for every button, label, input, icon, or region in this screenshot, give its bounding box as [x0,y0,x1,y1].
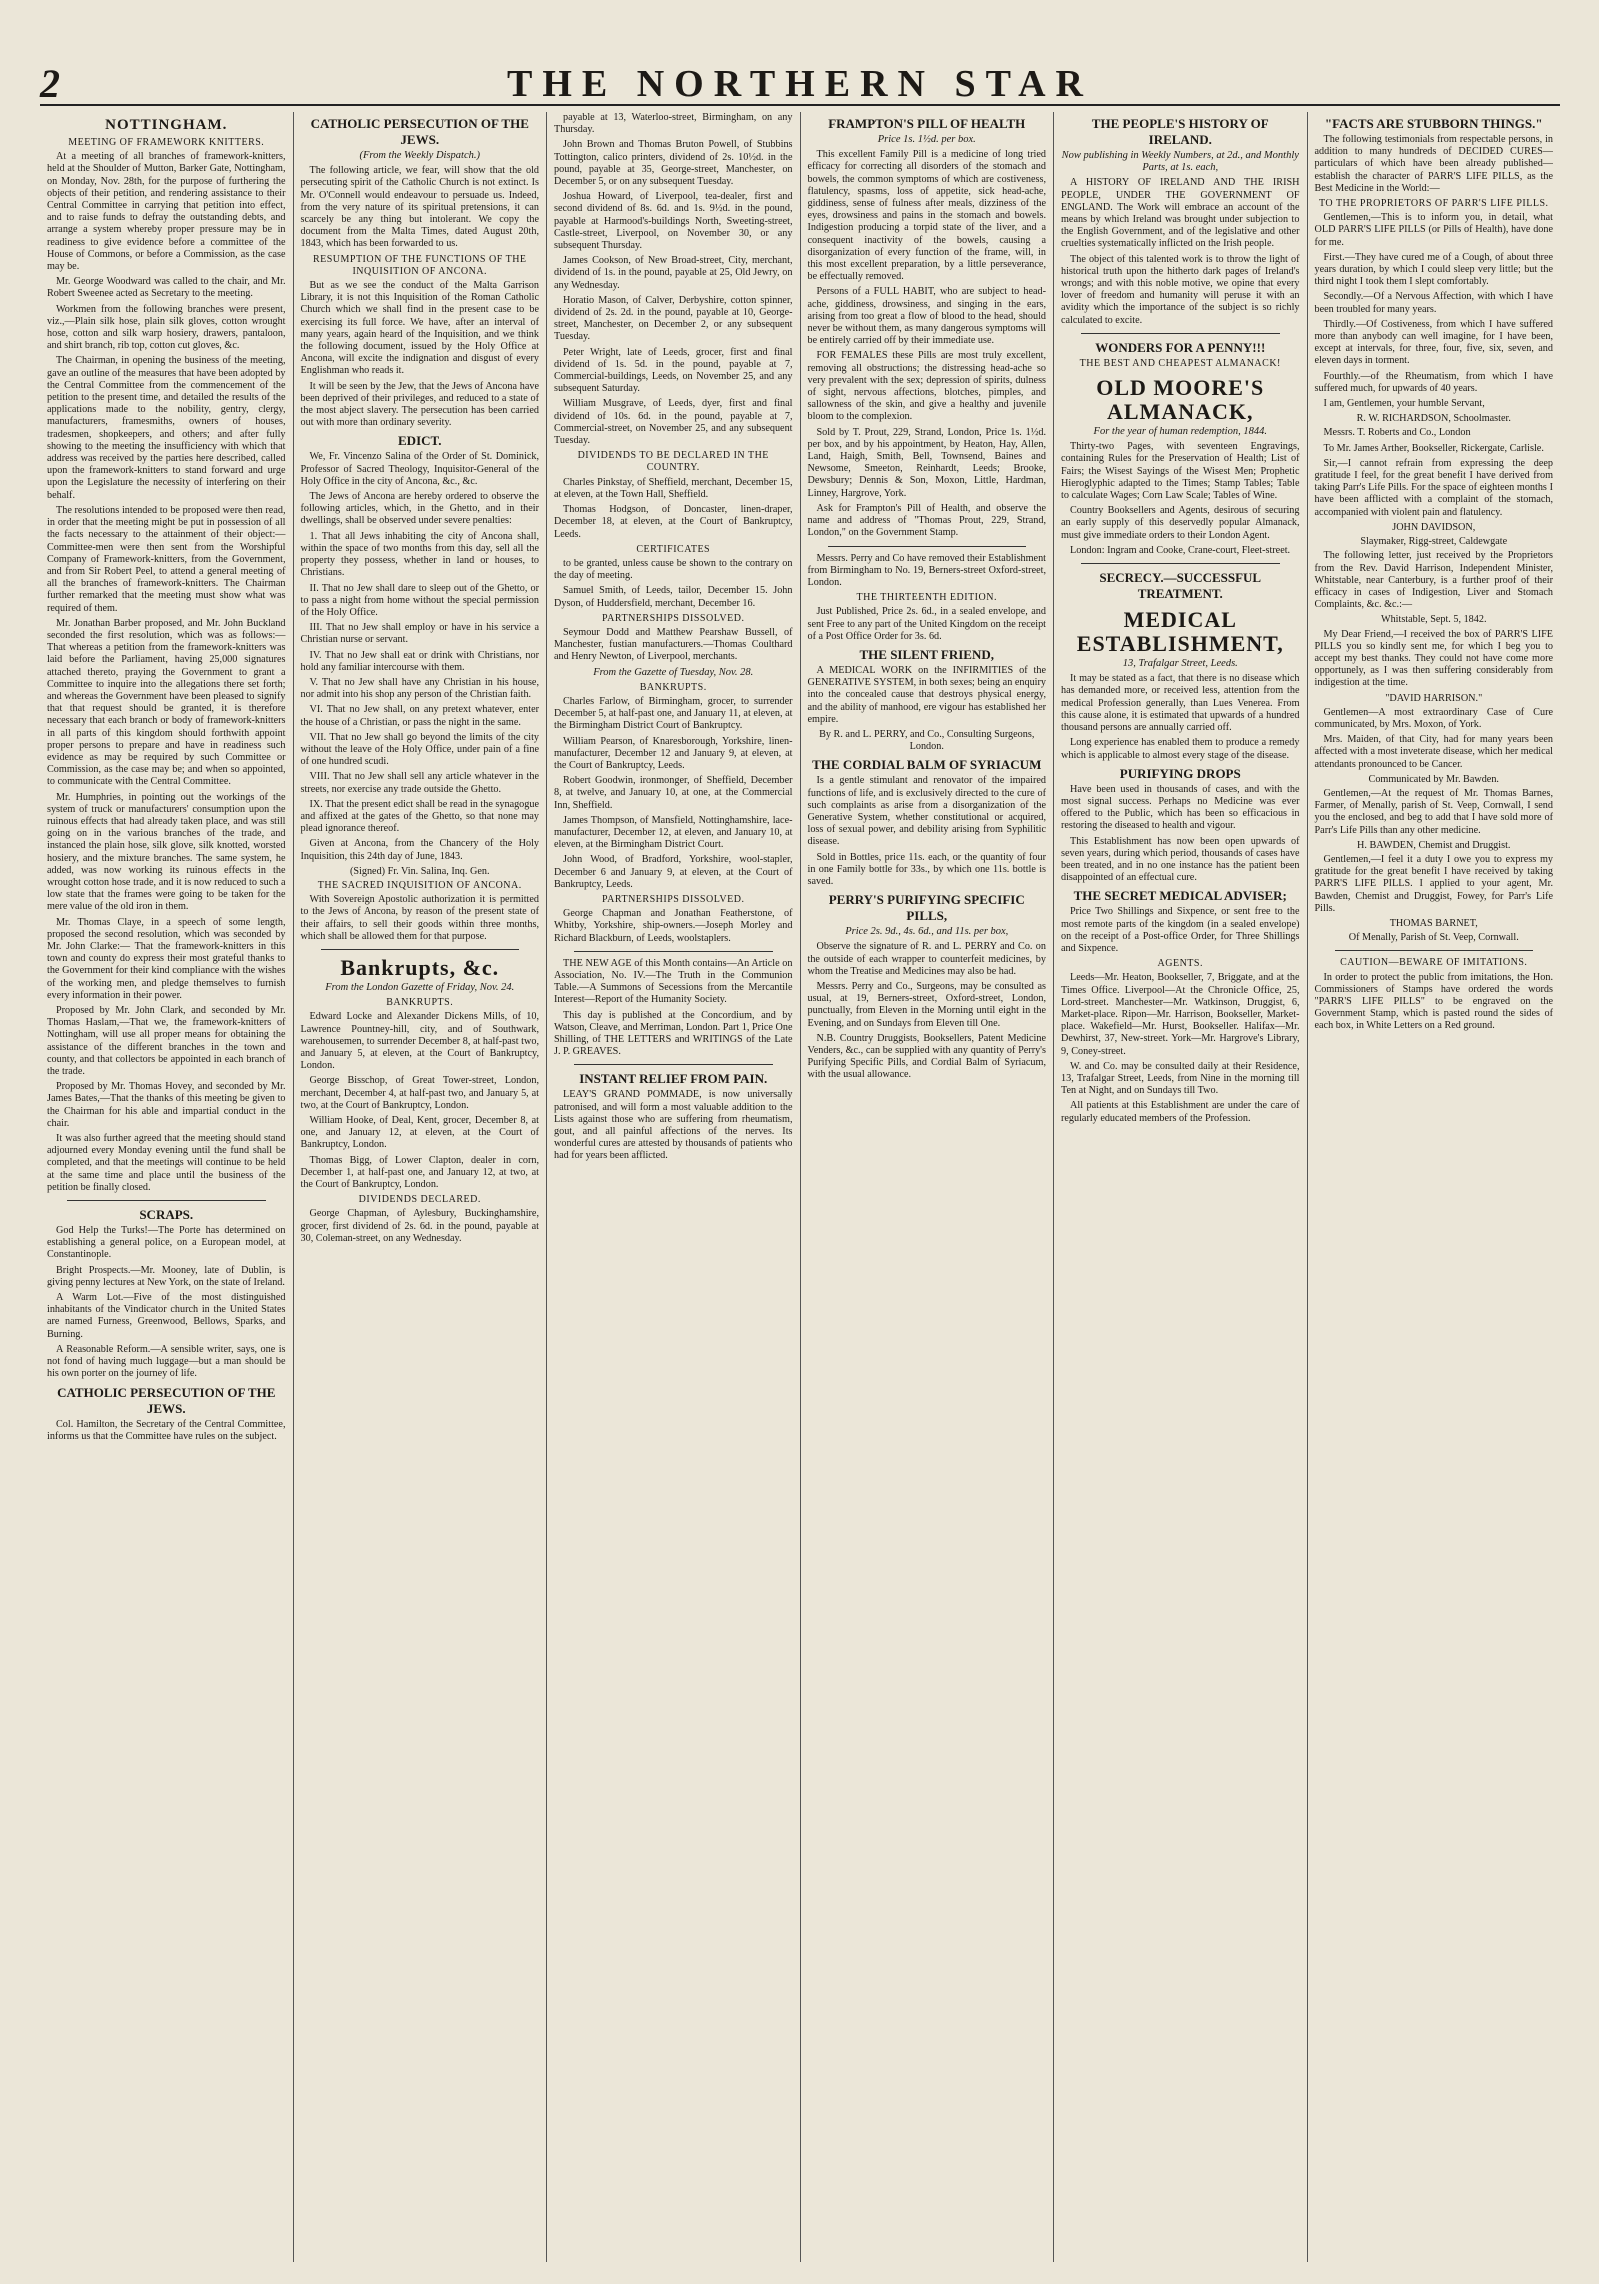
paragraph: Charles Farlow, of Birmingham, grocer, to surrender December 5, at half-past one, and January 11, at eleven, at the Birmingham District Court of Bankruptcy. [554,695,793,732]
paragraph: Messrs. Perry and Co have removed their Establishment from Birmingham to No. 19, Berners-street Oxford-street, London. [807,552,1046,588]
price-note: Price 2s. 9d., 4s. 6d., and 11s. per box, [845,926,1009,938]
paragraph: The following testimonials from respectable persons, in addition to many hundreds of DECIDED CURES—particulars of which have been already published—establish the character of PARR'S LIFE PILLS, as the Best Medicine in the World:— [1314,134,1553,194]
heading-secret-adviser: THE SECRET MEDICAL ADVISER; [1073,888,1287,904]
divider [574,951,773,952]
heading-catholic: CATHOLIC PERSECUTION OF THE JEWS. [57,1384,276,1416]
subheading-partnerships: PARTNERSHIPS DISSOLVED. [602,893,745,905]
heading-purifying-drops: PURIFYING DROPS [1119,765,1241,781]
paragraph: The following letter, just received by the Proprietors from the Rev. David Harrison, Independent Minister, Whitstable, near Canterbury, is a further proof of their efficacy in cases of Indigestion, Liver and Stomach Complaints, &c. &c.:— [1314,550,1553,611]
column-5 [1054,112,1308,2262]
paragraph: II. That no Jew shall dare to sleep out of the Ghetto, or to pass a night from home without the special permission of the Holy Office. [300,582,539,618]
paragraph: It may be stated as a fact, that there is no disease which has demanded more, or received less, attention from the medical Profession generally, than Lues Venerea. From this cause alone, it is estimated that upwards of a hundred thousand persons are annually carried off. [1061,673,1300,734]
subheading-dividends: DIVIDENDS DECLARED. [358,1194,481,1206]
paragraph: Gentlemen,—This is to inform you, in detail, what OLD PARR'S LIFE PILLS (or Pills of Health), have done for me. [1314,212,1553,248]
paragraph: Thomas Bigg, of Lower Clapton, dealer in corn, December 1, at half-past one, and January 12, at two, at the Court of Bankruptcy, London. [300,1154,539,1191]
paragraph: Just Published, Price 2s. 6d., in a sealed envelope, and sent Free to any part of the United Kingdom on the receipt of a Post Office Order for 3s. 6d. [807,606,1046,642]
masthead [40,60,1560,106]
paragraph: 1. That all Jews inhabiting the city of Ancona shall, within the space of two months from this day, sell all the property they possess, whether in land or houses, to Christians. [300,530,539,579]
paragraph: V. That no Jew shall have any Christian in his house, nor admit into his shop any person of the Christian faith. [300,676,539,701]
paragraph: Fourthly.—of the Rheumatism, from which I have suffered much, for upwards of 40 years. [1314,370,1553,394]
address-note: 13, Trafalgar Street, Leeds. [1122,658,1238,670]
paragraph: The Chairman, in opening the business of the meeting, gave an outline of the measures that have been adopted by the Central Committee from the commencement of the petition to the present time, and detailed the results of the applications made to the nobility, gentry, clergy, manufacturers, framesmiths, owners of houses, tradesmen, shopkeepers, and others; and after fully showing to the meeting the insufficiency with which that address was received by the parties here described, called upon the framework-knitters to stand forward and urge upon the Legislature the necessity of interfering on their behalf. [47,355,286,501]
year-note: For the year of human redemption, 1844. [1093,426,1267,438]
heading-facts: "FACTS ARE STUBBORN THINGS." [1324,116,1543,131]
paragraph: Thirty-two Pages, with seventeen Engravings, containing Rules for the Preservation of Health; List of Fairs; the Wisest Sayings of the Wisest Men; Prophetic Hieroglyphic adapted to the Times; Stamp Tables; Table to calculate Wages; Corn Law Scale; Tables of Wine. [1061,441,1300,502]
column-6 [1308,112,1561,2262]
paragraph: The following article, we fear, will show that the old persecuting spirit of the Catholic Church is not extinct. Is Mr. O'Connell would endeavour to persuade us. Indeed, from the very nature of its spiritual pretensions, it can scarcely be any thing but intolerant. We copy the document from the Malta Times, dated August 20th, 1843, which has been forwarded to us. [300,165,539,250]
signature: THOMAS BARNET, [1389,917,1478,929]
paragraph: Mrs. Maiden, of that City, had for many years been affected with a most inveterate disease, which her medical attendants pronounced to be Cancer. [1314,734,1553,770]
subheading-meeting: MEETING OF FRAMEWORK KNITTERS. [68,137,265,148]
subheading-sacred: THE SACRED INQUISITION OF ANCONA. [317,879,522,891]
paragraph: Leeds—Mr. Heaton, Bookseller, 7, Briggate, and at the Times Office. Liverpool—At the Chronicle Office, 25, Lord-street. Manchester—Mr. Watkinson, Druggist, 6, Market-place. Ripon—Mr. Harrison, Bookseller, Market-place. Wakefield—Mr. Hurst, Bookseller. Halifax—Mr. Dewhirst, 37, New-street. York—Mr. Hargrove's Library, 9, Coney-street. [1061,972,1300,1057]
paragraph: Is a gentle stimulant and renovator of the impaired functions of life, and is exclusively directed to the cure of such complaints as arise from a disorganization of the Generative System, whether constitutional or acquired, loss of sexual power, and debility arising from Syphilitic disease. [807,775,1046,848]
paragraph: This Establishment has now been open upwards of seven years, during which period, thousands of cases have been treated, and in no one instance has the patient been disappointed of an effectual cure. [1061,835,1300,884]
paragraph: I am, Gentlemen, your humble Servant, [1323,398,1485,410]
paragraph: Observe the signature of R. and L. PERRY and Co. on the outside of each wrapper to counterfeit medicines, by whom the Treatise and Medicines may also be had. [807,941,1046,977]
paragraph: London: Ingram and Cooke, Crane-court, Fleet-street. [1070,544,1291,556]
newspaper-title: THE NORTHERN STAR [506,63,1094,105]
paragraph: Horatio Mason, of Calver, Derbyshire, cotton spinner, dividend of 2s. 2d. in the pound, payable at 10, George-street, Manchester, on December 2, or any subsequent Tuesday. [554,294,793,343]
paragraph: George Chapman, of Aylesbury, Buckinghamshire, grocer, first dividend of 2s. 6d. in the pound, payable at 30, Coleman-street, on any Wednesday. [300,1208,539,1244]
paragraph: It will be seen by the Jew, that the Jews of Ancona have been deprived of their privileges, and reduced to a state of the most abject slavery. The persecution has been carried out with more than ordinary severity. [300,380,539,429]
paragraph: At a meeting of all branches of framework-knitters, held at the Shoulder of Mutton, Barker Gate, Nottingham, on Monday, Nov. 28th, for the purpose of furthering the objects of their petition, and rendering assistance to their Central Committee in carrying that petition into effect, and to raise funds to defray the outstanding debts, and arrange a system whereby proper pressure may be in readiness to give evidence before a committee of the House of Commons, or before a Commission, as the case may be. [47,151,286,273]
column-4 [801,112,1055,2262]
signature-address: Slaymaker, Rigg-street, Caldewgate [1360,536,1508,548]
paragraph: payable at 13, Waterloo-street, Birmingham, on any Thursday. [554,112,793,136]
paragraph: FOR FEMALES these Pills are most truly excellent, removing all obstructions; the distressing head-ache so very prevalent with the sex; depression of spirits, dulness of sight, nervous affections, blotches, pimples, and sallowness of the skin, and give a healthy and juvenile bloom to the complexion. [807,350,1046,423]
paragraph: Charles Pinkstay, of Sheffield, merchant, December 15, at eleven, at the Town Hall, Sheffield. [554,476,793,500]
divider [1081,563,1280,564]
heading-secrecy: SECRECY.—SUCCESSFUL TREATMENT. [1099,570,1262,602]
divider [67,1200,266,1201]
paragraph: VII. That no Jew shall go beyond the limits of the city without the leave of the Holy Office, under pain of a fine of one hundred scudi. [300,731,539,768]
paragraph: A MEDICAL WORK on the INFIRMITIES of the GENERATIVE SYSTEM, in both sexes; being an enquiry into the concealed cause that destroys physical energy, and the ability of manhood, ere vigour has established her empire. [807,664,1046,725]
paragraph: Peter Wright, late of Leeds, grocer, first and final dividend of 1s. 5d. in the pound, payable at 7, Commercial-buildings, Leeds, on November 25, and any subsequent Saturday. [554,346,793,395]
heading-old-moore: OLD MOORE'S ALMANACK, [1096,375,1265,425]
subheading-agents: AGENTS. [1157,958,1203,970]
advert-greaves: This day is published at the Concordium, and by Watson, Cleave, and Merriman, London. Part 1, Price One Shilling, of THE LETTERS and WRITINGS of the Late J. P. GREAVES. [554,1009,793,1058]
paragraph: Gentlemen—A most extraordinary Case of Cure communicated, by Mrs. Moxon, of York. [1314,706,1553,730]
paragraph: All patients at this Establishment are under the care of regularly educated members of the Profession. [1061,1100,1300,1124]
paragraph: George Chapman and Jonathan Featherstone, of Whitby, Yorkshire, ship-owners.—Joseph Morley and Richard Blackburn, of Leeds, woolstaplers. [554,908,793,944]
divider [828,546,1027,547]
paragraph: My Dear Friend,—I received the box of PARR'S LIFE PILLS you so kindly sent me, for which I beg you to accept my best thanks. They could not have come more opportunely, as I was then suffering considerably from indigestion at the time. [1314,628,1553,689]
paragraph: Proposed by Mr. John Clark, and seconded by Mr. Thomas Haslam,—That we, the framework-knitters of Nottingham, will use all proper means for obtaining the assistance of the different branches in the town and county, and that collectors be appointed in each branch of the trade. [47,1005,286,1078]
paragraph: The object of this talented work is to throw the light of historical truth upon the hitherto dark pages of Ireland's wrongs; and with this noble motive, we opine that every lover of freedom and humanity will peruse it with an avidity which the importance of the subject is so richly calculated to excite. [1061,253,1300,326]
subheading-country-dividends: DIVIDENDS TO BE DECLARED IN THE COUNTRY. [577,450,769,474]
paragraph: IX. That the present edict shall be read in the synagogue and affixed at the gates of the Ghetto, so that none may plead ignorance thereof. [300,798,539,835]
divider [1335,950,1534,951]
signature-address: Of Menally, Parish of St. Veep, Cornwall. [1348,932,1519,944]
paragraph: Robert Goodwin, ironmonger, of Sheffield, December 8, at twelve, and January 10, at one, at the Commercial Inn, Sheffield. [554,775,793,811]
dateline: Whitstable, Sept. 5, 1842. [1380,614,1487,626]
paragraph: Secondly.—Of a Nervous Affection, with which I have been troubled for many years. [1314,291,1553,315]
paragraph: God Help the Turks!—The Porte has determined on establishing a general police, on a European model, at Constantinople. [47,1225,286,1261]
paragraph: William Musgrave, of Leeds, dyer, first and final dividend of 10s. 6d. in the pound, payable at 7, Commercial-street, on November 25, and any subsequent Tuesday. [554,398,793,447]
paragraph: James Thompson, of Mansfield, Nottinghamshire, lace-manufacturer, December 12, at eleven, and January 10, at eleven, at the Birmingham District Court. [554,814,793,851]
subheading-almanack: THE BEST AND CHEAPEST ALMANACK! [1079,357,1281,369]
paragraph: VI. That no Jew shall, on any pretext whatever, enter the house of a Christian, or pass the night in the same. [300,704,539,728]
heading-frampton: FRAMPTON'S PILL OF HEALTH [828,116,1026,131]
heading-purifying-pills: PERRY'S PURIFYING SPECIFIC PILLS, [828,892,1025,924]
paragraph: Long experience has enabled them to produce a remedy which is applicable to almost every stage of the disease. [1061,737,1300,761]
page-number: 2 [40,61,60,106]
publication-note: Now publishing in Weekly Numbers, at 2d., and Monthly Parts, at 1s. each, [1061,150,1299,174]
subheading-bankrupts: BANKRUPTS. [639,681,707,693]
paragraph: John Wood, of Bradford, Yorkshire, wool-stapler, December 6 and January 9, at eleven, at the Court of Bankruptcy, Leeds. [554,854,793,890]
signature: H. BAWDEN, Chemist and Druggist. [1357,839,1511,851]
paragraph: George Bisschop, of Great Tower-street, London, merchant, December 4, at half-past two, and January 5, at two, at the Court of Bankruptcy, London. [300,1075,539,1111]
paragraph: Mr. Jonathan Barber proposed, and Mr. John Buckland seconded the first resolution, which was as follows:— That whereas a petition from the framework-knitters was laid before the Parliament, having 25,000 signatures attached thereto, praying the Government to grant a Committee to inquire into the allegations there set forth; and whereas the Government have been pleased to signify that that request should be granted, it is therefore necessary that each branch or body of framework-knitters in all parts of this kingdom should forthwith appoint proper persons to prepare and have in readiness such evidence as may be required by such Committee or Commission, as the case may be; and when so appointed, to communicate with the Central Committee. [47,617,286,788]
paragraph: III. That no Jew shall employ or have in his service a Christian nurse or servant. [300,622,539,646]
paragraph: IV. That no Jew shall eat or drink with Christians, nor hold any familiar intercourse with them. [300,649,539,673]
subheading-partnerships: PARTNERSHIPS DISSOLVED. [602,612,745,624]
heading-persecution: CATHOLIC PERSECUTION OF THE JEWS. [310,116,529,147]
columns [40,112,1560,2262]
advert-new-age: THE NEW AGE of this Month contains—An Article on Association, No. IV.—The Truth in the Communion Table.—A Summons of Secessions from the Mercantile Interest—Report of the Humanity Society. [554,957,793,1006]
paragraph: Sir,—I cannot refrain from expressing the deep gratitude I feel, for the great benefit I have derived from taking Parr's Life Pills. For the space of eighteen months I have been afflicted with a complaint of the stomach, accompanied with violent pain and flatulency. [1314,457,1553,518]
paragraph: Persons of a FULL HABIT, who are subject to head-ache, giddiness, drowsiness, and singing in the ears, arising from too great a flow of blood to the head, should never be without them, as many dangerous symptoms will be entirely carried off by their immediate use. [807,286,1046,347]
heading-cordial-balm: THE CORDIAL BALM OF SYRIACUM [812,757,1042,773]
edition-note: THE THIRTEENTH EDITION. [856,592,997,604]
paragraph: Joshua Howard, of Liverpool, tea-dealer, first and second dividend of 8s. 6d. and 1s. 9½d. in the pound, payable at Harmood's-buildings North, Sweeting-street, Castle-street, Liverpool, on November 30, or any subsequent Thursday. [554,191,793,252]
price-note: Price 1s. 1½d. per box. [877,134,976,145]
gazette-note: From the Gazette of Tuesday, Nov. 28. [593,666,754,678]
paragraph: Country Booksellers and Agents, desirous of securing an early supply of this deservedly popular Almanack, must give immediate orders to their London Agent. [1061,505,1300,541]
divider [321,949,520,950]
paragraph: Given at Ancona, from the Chancery of the Holy Inquisition, this 24th day of June, 1843. [300,838,539,862]
heading-nottingham: NOTTINGHAM. [105,117,228,133]
paragraph: Bright Prospects.—Mr. Mooney, late of Dublin, is giving penny lectures at New York, on the state of Ireland. [47,1264,286,1288]
paragraph: Col. Hamilton, the Secretary of the Central Committee, informs us that the Committee have rules on the subject. [47,1418,286,1442]
paragraph: Messrs. Perry and Co., Surgeons, may be consulted as usual, at 19, Berners-street, Oxford-street, London, punctually, from Eleven in the Morning until eight in the Evening, and on Sundays from Eleven till One. [807,980,1046,1029]
paragraph: Proposed by Mr. Thomas Hovey, and seconded by Mr. James Bates,—That the thanks of this meeting be given to the Chairman for his able and impartial conduct in the chair. [47,1081,286,1129]
paragraph: Seymour Dodd and Matthew Pearshaw Bussell, of Manchester, fustian manufacturers.—Thomas Coulthard and Henry Newton, of Liverpool, merchants. [554,626,793,663]
paragraph: Mr. Humphries, in pointing out the workings of the system of truck or manufacturers' consumption upon the ruinous effects that had already taken place, and was still going on in the various branches of the trade, and instanced the plain hose, silk glove, silk knotted, worsted hosiery, and the mixture branches. The same system, he added, was now working its ruinous effects in the wrought cotton hose trade, and it is now reduced to such a low state that the frames were going to be taken for the mere value of the old iron in them. [47,791,286,913]
paragraph: A HISTORY OF IRELAND AND THE IRISH PEOPLE, UNDER THE GOVERNMENT OF ENGLAND. The Work will embrace an account of the means by which Ireland was brought under subjection to the English Government, and of the legislative and other cruelties systematically inflicted on the Irish people. [1061,177,1300,250]
paragraph: Gentlemen,—At the request of Mr. Thomas Barnes, Farmer, of Menally, parish of St. Veep, Cornwall, I send you the enclosed, and beg to add that I have sold more of Parr's Life Pills than any other medicine. [1314,787,1553,836]
source-note: (From the Weekly Dispatch.) [359,150,481,161]
paragraph: We, Fr. Vincenzo Salina of the Order of St. Dominick, Professor of Sacred Theology, Inquisitor-General of the Holy Office in the city of Ancona, &c., &c. [300,451,539,487]
paragraph: Ask for Frampton's Pill of Health, and observe the name and address of "Thomas Prout, 229, Strand, London," on the Government Stamp. [807,502,1046,539]
paragraph: The Jews of Ancona are hereby ordered to observe the following articles, which, in the Ghetto, and in their dwellings, shall be observed under severe penalties: [300,491,539,527]
column-3 [547,112,801,2262]
column-1 [40,112,294,2262]
heading-edict: EDICT. [398,433,442,449]
heading-instant-relief: INSTANT RELIEF FROM PAIN. [579,1071,768,1087]
paragraph: Have been used in thousands of cases, and with the most signal success. Perhaps no Medicine was ever offered to the Public, which has been so efficacious in restoring the diseased to health and vigour. [1061,783,1300,832]
paragraph: Edward Locke and Alexander Dickens Mills, of 10, Lawrence Pountney-hill, city, and of Southwark, warehousemen, to surrender December 8, at half-past two, and January 5, at eleven, at the Court of Bankruptcy, London. [300,1011,539,1072]
paragraph: W. and Co. may be consulted daily at their Residence, 13, Trafalgar Street, Leeds, from Nine in the morning till Ten at Night, and on Sundays till Two. [1061,1060,1300,1097]
signature: "DAVID HARRISON." [1385,692,1483,704]
paragraph: To Mr. James Arther, Bookseller, Rickergate, Carlisle. [1323,442,1544,454]
subheading-certificates: CERTIFICATES [636,543,711,555]
paragraph: Messrs. T. Roberts and Co., London [1323,427,1471,439]
heading-silent-friend: THE SILENT FRIEND, [859,646,994,662]
heading-scraps: SCRAPS. [139,1207,194,1223]
byline: By R. and L. PERRY, and Co., Consulting Surgeons, London. [819,728,1035,753]
paragraph: Mr. Thomas Claye, in a speech of some length, proposed the second resolution, which was seconded by Mr. John Clarke:— That the framework-knitters in this town and county do express their most grateful thanks to the Government for their kind compliance with the wishes of the working men, and pledge themselves to furnish every information in their power. [47,916,286,1001]
signature: JOHN DAVIDSON, [1392,521,1476,533]
paragraph: In order to protect the public from imitations, the Hon. Commissioners of Stamps have ordered the words "PARR'S LIFE PILLS" to be engraved on the Government Stamp, which is pasted round the sides of each box, in White Letters on a Red ground. [1314,971,1553,1032]
signature: R. W. RICHARDSON, Schoolmaster. [1356,413,1511,425]
subheading-inquisition: RESUMPTION OF THE FUNCTIONS OF THE INQUISITION OF ANCONA. [312,253,527,277]
paragraph: The resolutions intended to be proposed were then read, in order that the meeting might be put in possession of all the facts necessary to the attainment of their object:—Committee-men were then sent from the Worshipful Company of Framework-knitters, from the Government, and from Sir Robert Peel, to attend a general meeting of all the branches of framework-knitters. The Chairman further remarked that the meeting must show what was required of them. [47,504,286,614]
paragraph: Mr. George Woodward was called to the chair, and Mr. Robert Sweenee acted as Secretary to the meeting. [47,276,286,300]
paragraph: Gentlemen,—I feel it a duty I owe you to express my gratitude for the great benefit I have received by taking PARR'S LIFE PILLS. I applied to your agent, Mr. Bawden, Chemist and Druggist, Fowey, for Parr's Life Pills. [1314,853,1553,914]
paragraph: With Sovereign Apostolic authorization it is permitted to the Jews of Ancona, by reason of the present state of their affairs, to sell their goods within three months, which shall be allowed them for that purpose. [300,894,539,942]
paragraph: But as we see the conduct of the Malta Garrison Library, it is not this Inquisition of the Roman Catholic Church which we shall find in the present case to be exercising its full force. We have, after an interval of many years, again heard of the Inquisition, and we think the following document, issued by the Holy Office at Ancona, will excite the indignation and disgust of every Englishman who reads it. [300,280,539,377]
paragraph: Thomas Hodgson, of Doncaster, linen-draper, December 18, at eleven, at the Court of Bankruptcy, Leeds. [554,504,793,540]
paragraph: Price Two Shillings and Sixpence, or sent free to the most remote parts of the kingdom (in a sealed envelope) on the receipt of a Post-office Order, for Three Shillings and Sixpence. [1061,906,1300,954]
heading-history-ireland: THE PEOPLE'S HISTORY OF IRELAND. [1091,116,1269,147]
paragraph: VIII. That no Jew shall sell any article whatever in the streets, nor exercise any trade outside the Ghetto. [300,771,539,795]
paragraph: Sold in Bottles, price 11s. each, or the quantity of four in one Family bottle for 33s., by which one 11s. bottle is saved. [807,851,1046,887]
heading-caution: CAUTION—BEWARE OF IMITATIONS. [1340,957,1528,969]
paragraph: Sold by T. Prout, 229, Strand, London, Price 1s. 1½d. per box, and by his appointment, by Heaton, Hay, Allen, Land, Haigh, Smith, Bell, Townsend, Baines and Newsome, Smeeton, Reinhardt, Leeds; Brooke, Dewsbury; Dennis & Son, Moxon, Little, Hardman, Linney, Hargrove, York. [807,426,1046,499]
paragraph: A Reasonable Reform.—A sensible writer, says, one is not fond of having much luggage—but a man should be his own porter on the journey of life. [47,1343,286,1380]
paragraph: to be granted, unless cause be shown to the contrary on the day of meeting. [554,557,793,582]
paragraph: James Cookson, of New Broad-street, City, merchant, dividend of 1s. in the pound, payable at 25, Old Jewry, on any Wednesday. [554,255,793,291]
divider [574,1064,773,1065]
paragraph: Workmen from the following branches were present, viz.,—Plain silk hose, plain silk gloves, cotton wrought hose, cotton and silk warp hosiery, drawers, pantaloon, and shirt branch, rib top, cotton cut gloves, &c. [47,303,286,352]
paragraph: First.—They have cured me of a Cough, of about three years duration, by which I could sleep very little; but the third night I took them I slept comfortably. [1314,251,1553,288]
paragraph: It was also further agreed that the meeting should stand adjourned every Monday evening until the fund shall be completed, and that the meetings will continue to be held at the same time and place until the business of the petition be finally closed. [47,1133,286,1193]
paragraph: Samuel Smith, of Leeds, tailor, December 15. John Dyson, of Huddersfield, merchant, December 16. [554,585,793,609]
attribution: Communicated by Mr. Bawden. [1368,773,1499,785]
paragraph: Thirdly.—Of Costiveness, from which I have suffered more than anybody can well imagine, for I have been, except at intervals, for three, four, five, six, seven, and eleven days in torment. [1314,318,1553,367]
heading-wonders: WONDERS FOR A PENNY!!! [1095,339,1266,355]
paragraph: N.B. Country Druggists, Booksellers, Patent Medicine Venders, &c., can be supplied with any quantity of Perry's Purifying Specific Pills, and Cordial Balm of Syriacum, with the usual allowance. [807,1032,1046,1081]
paragraph: John Brown and Thomas Bruton Powell, of Stubbins Tottington, calico printers, dividend of 2s. 10½d. in the pound, payable at 35, George-street, Manchester, on December 5, or on any subsequent Tuesday. [554,139,793,188]
paragraph: William Pearson, of Knaresborough, Yorkshire, linen-manufacturer, December 12 and January 9, at eleven, at the Court of Bankruptcy, Leeds. [554,735,793,771]
heading-medical-establishment: MEDICAL ESTABLISHMENT, [1076,607,1284,657]
subheading-proprietors: TO THE PROPRIETORS OF PARR'S LIFE PILLS. [1318,198,1549,210]
column-2 [294,112,548,2262]
paragraph: A Warm Lot.—Five of the most distinguished inhabitants of the Vindicator church in the United States are named Furness, Greenwood, Bellows, Sparks, and Burning. [47,1292,286,1340]
signature: (Signed) Fr. Vin. Salina, Inq. Gen. [349,865,490,877]
divider [1081,333,1280,334]
paragraph: William Hooke, of Deal, Kent, grocer, December 8, at one, and January 12, at eleven, at the Court of Bankruptcy, London. [300,1115,539,1151]
heading-bankrupts: Bankrupts, &c. [340,954,500,980]
gazette-note: From the London Gazette of Friday, Nov. 24. [325,981,515,993]
subheading-bankrupts: BANKRUPTS. [386,997,454,1009]
paragraph: LEAY'S GRAND POMMADE, is now universally patronised, and will form a most valuable addition to the Lists against those who are suffering from rheumatism, gout, and all painful affections of the nerves. Its wonderful cures are attested by thousands of patients who had for years been afflicted. [554,1089,793,1162]
paragraph: This excellent Family Pill is a medicine of long tried efficacy for correcting all disorders of the stomach and bowels, the common symptoms of which are costiveness, flatulency, spasms, loss of appetite, sick head-ache, giddiness, sense of fulness after meals, dizziness of the eyes, drowsiness and pains in the stomach and bowels. Indigestion producing a torpid state of the liver, and a consequent inactivity of the bowels, causing a disorganization of every function of the frame, will, in this most excellent preparation, by a little perseverance, be effectually removed. [807,149,1046,283]
